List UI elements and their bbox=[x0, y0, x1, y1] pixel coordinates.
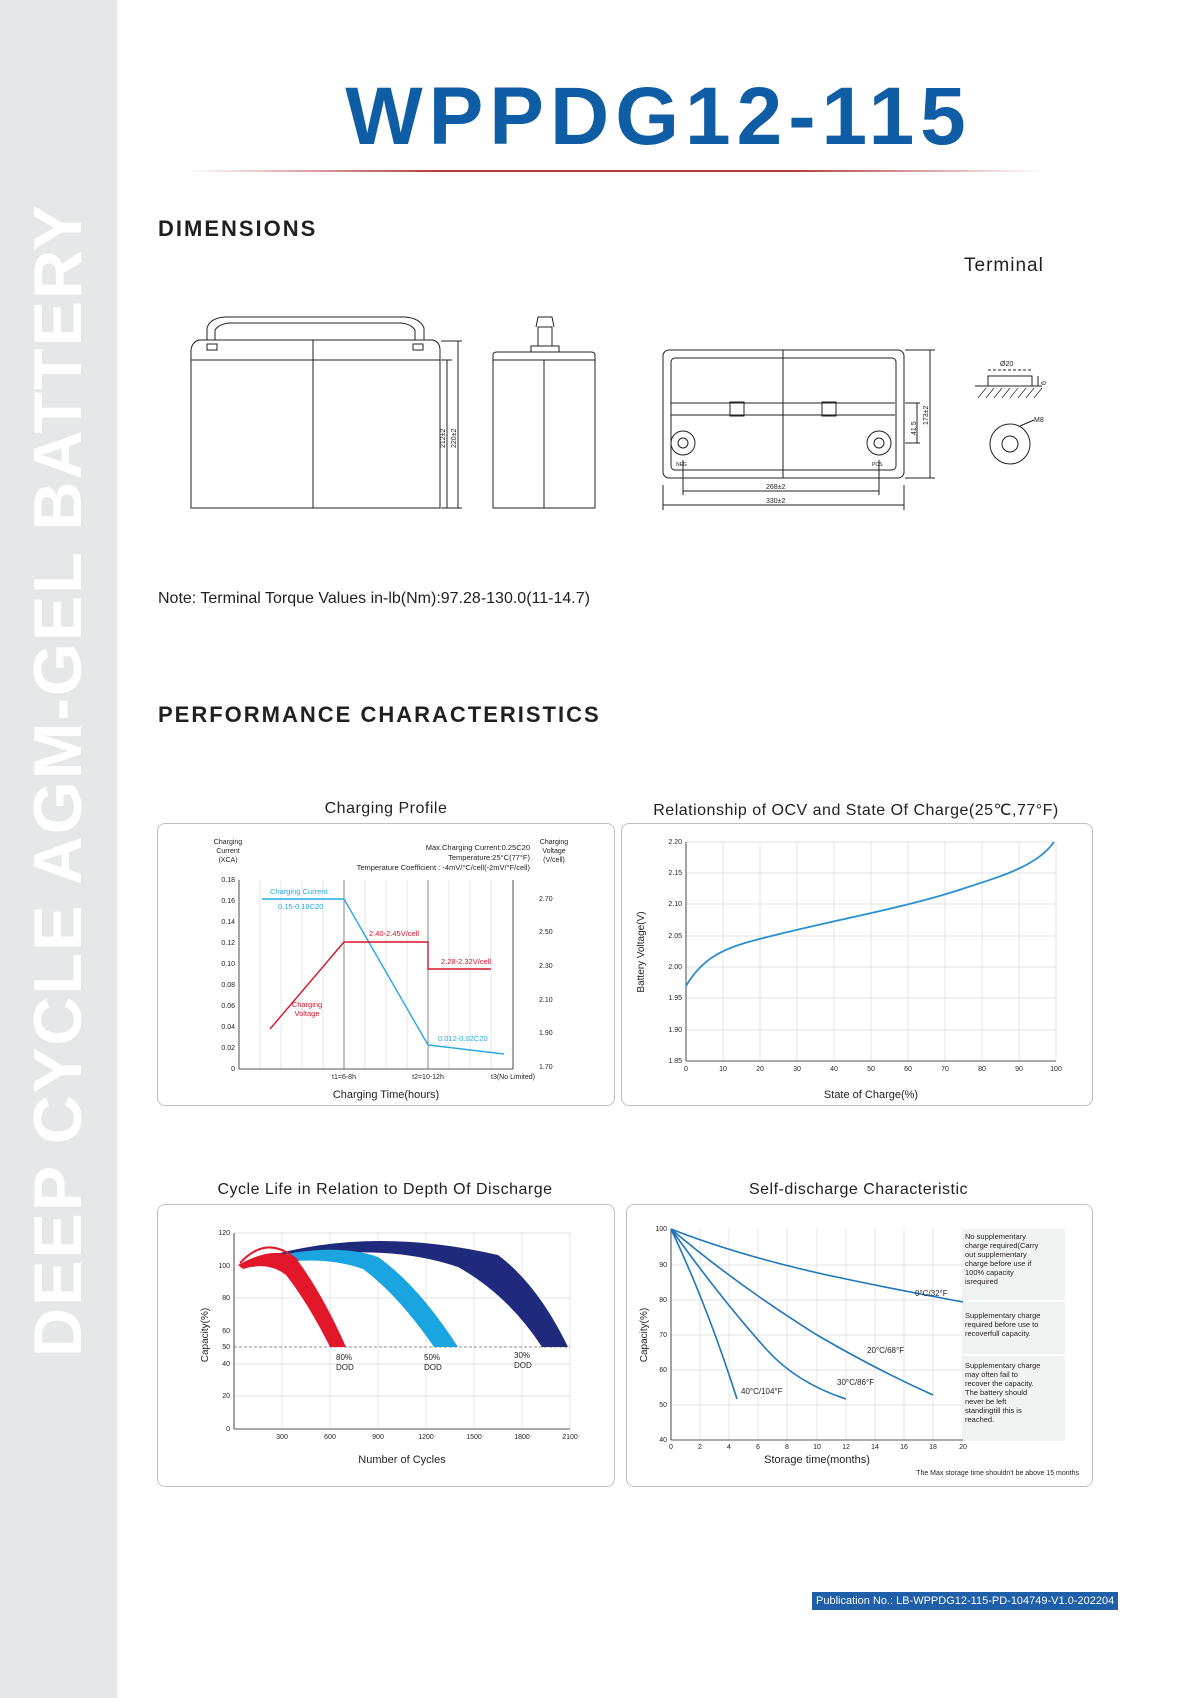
svg-text:2.70: 2.70 bbox=[539, 896, 553, 903]
svg-text:1.90: 1.90 bbox=[539, 1030, 553, 1037]
svg-text:100: 100 bbox=[655, 1226, 667, 1233]
svg-text:1.95: 1.95 bbox=[668, 995, 682, 1002]
svg-text:0: 0 bbox=[669, 1444, 673, 1451]
svg-text:0: 0 bbox=[226, 1426, 230, 1433]
svg-text:may often fail to: may often fail to bbox=[965, 1370, 1018, 1379]
dod-80-label: DOD bbox=[336, 1363, 354, 1372]
charging-profile-title: Charging Profile bbox=[324, 800, 448, 817]
svg-text:t3(No Limited): t3(No Limited) bbox=[491, 1074, 535, 1081]
charging-left-ticks bbox=[221, 877, 235, 1073]
top-view-drawing bbox=[663, 350, 935, 510]
svg-text:300: 300 bbox=[276, 1434, 288, 1441]
right-axis-title-1: Charging bbox=[539, 839, 569, 846]
svg-text:never be left: never be left bbox=[965, 1397, 1007, 1406]
svg-text:2.15: 2.15 bbox=[668, 870, 682, 877]
svg-text:0.10: 0.10 bbox=[221, 961, 235, 968]
right-axis-title-3: (V/cell) bbox=[543, 857, 565, 864]
pos-mark: POS bbox=[872, 462, 883, 468]
svg-text:20: 20 bbox=[959, 1444, 967, 1451]
torque-note: Note: Terminal Torque Values in-lb(Nm):97.28-130.0(11-14.7) bbox=[158, 590, 590, 607]
ocv-y-ticks bbox=[668, 839, 682, 1065]
self-discharge-chart bbox=[627, 1205, 1092, 1486]
dim-173: 173±2 bbox=[923, 405, 930, 425]
publication-number: Publication No.: LB-WPPDG12-115-PD-104749-V1.0-202204 bbox=[812, 1592, 1118, 1610]
sd-y-ticks bbox=[655, 1226, 667, 1444]
ocv-panel bbox=[621, 823, 1093, 1106]
svg-text:60: 60 bbox=[659, 1367, 667, 1374]
charging-xlabel: Charging Time(hours) bbox=[332, 1089, 440, 1101]
svg-text:2.10: 2.10 bbox=[539, 997, 553, 1004]
svg-text:80: 80 bbox=[659, 1297, 667, 1304]
svg-text:Supplementary charge: Supplementary charge bbox=[965, 1311, 1041, 1320]
dim-m8: M8 bbox=[1034, 417, 1044, 424]
charging-info-1: Max.Charging Current:0.25C20 bbox=[425, 843, 530, 852]
model-title: WPPDG12-115 bbox=[345, 71, 972, 162]
svg-text:2.50: 2.50 bbox=[539, 929, 553, 936]
sd-xlabel: Storage time(months) bbox=[764, 1454, 870, 1466]
svg-text:40: 40 bbox=[659, 1437, 667, 1444]
label-30c: 30°C/86°F bbox=[837, 1378, 875, 1387]
cycle-y-ticks bbox=[218, 1230, 230, 1433]
svg-text:2.30: 2.30 bbox=[539, 963, 553, 970]
svg-text:16: 16 bbox=[900, 1444, 908, 1451]
dod-50-label: DOD bbox=[424, 1363, 442, 1372]
svg-text:100% capacity: 100% capacity bbox=[965, 1268, 1014, 1277]
svg-text:recoverfull capacity.: recoverfull capacity. bbox=[965, 1329, 1031, 1338]
svg-text:80: 80 bbox=[978, 1066, 986, 1073]
svg-text:0.16: 0.16 bbox=[221, 898, 235, 905]
svg-text:0.14: 0.14 bbox=[221, 919, 235, 926]
dod-30-label: DOD bbox=[514, 1361, 532, 1370]
svg-text:1200: 1200 bbox=[418, 1434, 434, 1441]
svg-text:18: 18 bbox=[929, 1444, 937, 1451]
dod-80-pct: 80% bbox=[336, 1353, 353, 1362]
ocv-title: Relationship of OCV and State Of Charge(25℃,77°F) bbox=[653, 802, 1059, 819]
svg-text:t2=10-12h: t2=10-12h bbox=[412, 1074, 444, 1081]
dimensions-heading: DIMENSIONS bbox=[158, 216, 318, 241]
cycle-ylabel: Capacity(%) bbox=[200, 1307, 211, 1363]
svg-text:out supplementary: out supplementary bbox=[965, 1250, 1027, 1259]
ocv-grid bbox=[686, 842, 1056, 1061]
side-view-drawing bbox=[191, 317, 462, 508]
dim-phi20: Ø20 bbox=[1000, 361, 1014, 368]
svg-text:8: 8 bbox=[785, 1444, 789, 1451]
svg-text:0.08: 0.08 bbox=[221, 982, 235, 989]
svg-text:900: 900 bbox=[372, 1434, 384, 1441]
label-v2: 2.28-2.32V/cell bbox=[441, 957, 492, 966]
svg-text:The battery should: The battery should bbox=[965, 1388, 1028, 1397]
svg-text:0.06: 0.06 bbox=[221, 1003, 235, 1010]
svg-text:2100: 2100 bbox=[562, 1434, 578, 1441]
svg-text:2.20: 2.20 bbox=[668, 839, 682, 846]
label-charging-current: Charging Current bbox=[270, 887, 328, 896]
svg-text:100: 100 bbox=[218, 1263, 230, 1270]
charging-profile-chart bbox=[158, 824, 614, 1105]
svg-text:12: 12 bbox=[842, 1444, 850, 1451]
terminal-detail-drawing bbox=[975, 370, 1042, 464]
label-voltage-2: Voltage bbox=[294, 1009, 320, 1018]
left-axis-title-3: (XCA) bbox=[218, 857, 238, 864]
svg-text:60: 60 bbox=[904, 1066, 912, 1073]
dod-50-pct: 50% bbox=[424, 1353, 441, 1362]
dim-415: 41.5 bbox=[911, 421, 918, 435]
svg-text:reached.: reached. bbox=[965, 1415, 995, 1424]
svg-text:2.00: 2.00 bbox=[668, 964, 682, 971]
label-float: 0.012-0.02C20 bbox=[438, 1034, 488, 1043]
self-discharge-title: Self-discharge Characteristic bbox=[748, 1181, 969, 1198]
dimension-drawings bbox=[0, 0, 1200, 560]
ocv-curve bbox=[686, 842, 1054, 986]
charging-right-ticks bbox=[539, 896, 553, 1071]
ocv-ylabel: Battery Voltage(V) bbox=[636, 911, 647, 993]
right-axis-title-2: Voltage bbox=[542, 848, 566, 855]
svg-text:1.85: 1.85 bbox=[668, 1058, 682, 1065]
svg-text:90: 90 bbox=[659, 1262, 667, 1269]
charging-x-ticks bbox=[332, 1074, 535, 1081]
svg-text:1.70: 1.70 bbox=[539, 1064, 553, 1071]
sidebar-product-type: DEEP CYCLE AGM-GEL BATTERY bbox=[20, 203, 96, 1357]
cycle-life-panel bbox=[157, 1204, 615, 1487]
svg-text:50: 50 bbox=[867, 1066, 875, 1073]
svg-text:2: 2 bbox=[698, 1444, 702, 1451]
ocv-x-ticks bbox=[684, 1066, 1062, 1073]
svg-text:0: 0 bbox=[231, 1066, 235, 1073]
dim-6: 6 bbox=[1041, 381, 1048, 385]
curve-30c bbox=[671, 1229, 846, 1399]
dim-268: 268±2 bbox=[766, 484, 786, 491]
label-0c: 0°C/32°F bbox=[915, 1289, 948, 1298]
svg-text:10: 10 bbox=[719, 1066, 727, 1073]
charging-info-2: Temperature:25°C(77°F) bbox=[448, 853, 530, 862]
svg-text:1.90: 1.90 bbox=[668, 1027, 682, 1034]
svg-text:required before use to: required before use to bbox=[965, 1320, 1039, 1329]
svg-text:120: 120 bbox=[218, 1230, 230, 1237]
svg-text:60: 60 bbox=[222, 1328, 230, 1335]
svg-text:1500: 1500 bbox=[466, 1434, 482, 1441]
svg-text:charge required(Carry: charge required(Carry bbox=[965, 1241, 1039, 1250]
svg-text:2.10: 2.10 bbox=[668, 901, 682, 908]
svg-text:50: 50 bbox=[222, 1344, 230, 1351]
dim-220: 220±2 bbox=[451, 428, 458, 448]
svg-text:Supplementary charge: Supplementary charge bbox=[965, 1361, 1041, 1370]
terminal-label: Terminal bbox=[964, 255, 1044, 276]
svg-text:50: 50 bbox=[659, 1402, 667, 1409]
svg-text:recover the capacity.: recover the capacity. bbox=[965, 1379, 1034, 1388]
svg-text:0: 0 bbox=[684, 1066, 688, 1073]
dod-30-pct: 30% bbox=[514, 1351, 531, 1360]
label-current-range: 0.15-0.18C20 bbox=[278, 902, 324, 911]
sd-footnote: The Max storage time shouldn't be above 15 months bbox=[916, 1470, 1079, 1477]
left-axis-title-2: Current bbox=[216, 848, 240, 855]
ocv-xlabel: State of Charge(%) bbox=[823, 1089, 919, 1101]
dim-212: 212±2 bbox=[440, 428, 447, 448]
terminal-hatching bbox=[978, 388, 1042, 398]
svg-text:20: 20 bbox=[756, 1066, 764, 1073]
sd-ylabel: Capacity(%) bbox=[639, 1307, 650, 1363]
svg-text:0.04: 0.04 bbox=[221, 1024, 235, 1031]
svg-text:t1=6-8h: t1=6-8h bbox=[332, 1074, 356, 1081]
svg-text:40: 40 bbox=[222, 1361, 230, 1368]
neg-mark: NEG bbox=[676, 462, 687, 468]
svg-text:100: 100 bbox=[1050, 1066, 1062, 1073]
svg-text:0.18: 0.18 bbox=[221, 877, 235, 884]
svg-text:14: 14 bbox=[871, 1444, 879, 1451]
performance-heading: PERFORMANCE CHARACTERISTICS bbox=[158, 702, 601, 727]
svg-text:1800: 1800 bbox=[514, 1434, 530, 1441]
label-voltage-1: Charging bbox=[291, 1000, 323, 1009]
svg-text:90: 90 bbox=[1015, 1066, 1023, 1073]
cycle-x-ticks bbox=[276, 1434, 578, 1441]
charging-info-3: Temperature Coefficient : -4mV/°C/cell(-2mV/°F/cell) bbox=[356, 863, 530, 872]
svg-text:10: 10 bbox=[813, 1444, 821, 1451]
svg-text:20: 20 bbox=[222, 1393, 230, 1400]
svg-text:0.02: 0.02 bbox=[221, 1045, 235, 1052]
svg-text:charge before use if: charge before use if bbox=[965, 1259, 1032, 1268]
charging-profile-panel bbox=[157, 823, 615, 1106]
self-discharge-panel bbox=[626, 1204, 1093, 1487]
svg-text:No supplementary: No supplementary bbox=[965, 1232, 1026, 1241]
svg-text:80: 80 bbox=[222, 1295, 230, 1302]
label-20c: 20°C/68°F bbox=[867, 1346, 905, 1355]
left-axis-title-1: Charging bbox=[213, 839, 243, 846]
cycle-xlabel: Number of Cycles bbox=[358, 1454, 446, 1466]
label-v1: 2.40-2.45V/cell bbox=[369, 929, 420, 938]
svg-text:0.12: 0.12 bbox=[221, 940, 235, 947]
svg-text:4: 4 bbox=[727, 1444, 731, 1451]
svg-text:2.05: 2.05 bbox=[668, 933, 682, 940]
dim-330: 330±2 bbox=[766, 498, 786, 505]
svg-text:standingtill this is: standingtill this is bbox=[965, 1406, 1022, 1415]
end-view-drawing bbox=[493, 317, 595, 508]
ocv-chart bbox=[622, 824, 1092, 1105]
charging-current-line bbox=[262, 899, 504, 1054]
svg-text:70: 70 bbox=[659, 1332, 667, 1339]
svg-text:70: 70 bbox=[941, 1066, 949, 1073]
svg-text:600: 600 bbox=[324, 1434, 336, 1441]
svg-text:30: 30 bbox=[793, 1066, 801, 1073]
svg-text:40: 40 bbox=[830, 1066, 838, 1073]
cycle-life-title: Cycle Life in Relation to Depth Of Discharge bbox=[217, 1181, 553, 1198]
svg-text:isrequired: isrequired bbox=[965, 1277, 998, 1286]
cycle-life-chart bbox=[158, 1205, 614, 1486]
label-40c: 40°C/104°F bbox=[741, 1387, 783, 1396]
curve-40c bbox=[671, 1229, 737, 1399]
sd-x-ticks bbox=[669, 1444, 967, 1451]
svg-text:6: 6 bbox=[756, 1444, 760, 1451]
